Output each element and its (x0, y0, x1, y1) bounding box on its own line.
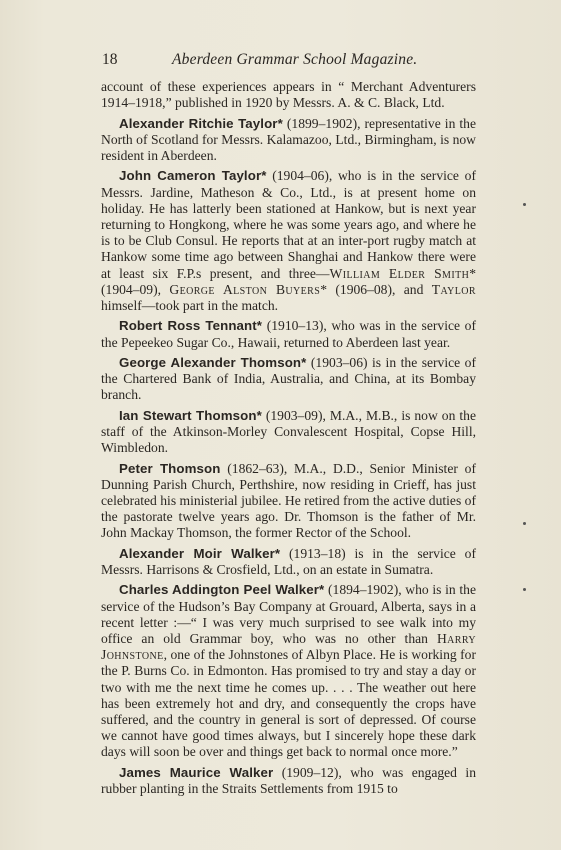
entry-robert-ross-tennant (101, 318, 476, 350)
entry-name: Charles Addington Peel Walker* (119, 582, 325, 598)
entry-name: Robert Ross Tennant* (119, 318, 263, 334)
entry-text: (1862–63), M.A., D.D., Senior Minister of Dunning Parish Church, Perthshire, now residing in Crieff, has just celebrated his ministerial jubilee. He retired from the active duties of the pastorate twelve years ago. Dr. Thomson is the father of Mr. John Mackay Thomson, the former Rector of the School. (101, 460, 476, 541)
running-title: Aberdeen Grammar School Magazine. (172, 51, 418, 68)
entry-name: John Cameron Taylor* (119, 168, 267, 184)
entry-text: (1903–06) is in the service of the Chartered Bank of India, Australia, and China, at its Bombay branch. (101, 355, 476, 403)
entry-text: (1899–1902), representative in the North of Scotland for Messrs. Kalamazoo, Ltd., Birmingham, is now resident in Aberdeen. (101, 115, 476, 163)
article-body (101, 79, 476, 801)
entry-text: , one of the Johnstones of Albyn Place. He is working for the P. Burns Co. in Edmonton. Has promised to try and stay a day or two with me the next time he comes up. . . . The weather out here has been extremely hot and dry, and consequently the crops have suffered, and the country in general is sort of depressed. Of course we cannot have good times always, but I sincerely hope these dark days will soon be over and things get back to normal once more.” (101, 647, 476, 760)
entry-text: (1909–12), who was engaged in rubber planting in the Straits Settlements from 1915 to (101, 764, 477, 797)
entry-text: * (1906–08), and (320, 281, 432, 297)
entry-name: Ian Stewart Thomson* (119, 407, 262, 423)
entry-peter-thomson (101, 461, 476, 542)
entry-text: (1913–18) is in the service of Messrs. Harrisons & Crosfield, Ltd., on an estate in Sumatra. (101, 545, 476, 577)
person-name-smallcaps: Harry Johnstone (101, 631, 476, 663)
print-speck-mark (523, 588, 526, 591)
entry-text: himself—took part in the match. (101, 298, 279, 314)
entry-george-alexander-thomson (101, 355, 476, 404)
entry-text: * (1904–09), (101, 265, 476, 297)
entry-text: (1903–09), M.A., M.B., is now on the staff of the Atkinson-Morley Convalescent Hospital, Copse Hill, Wimbledon. (101, 407, 476, 456)
person-name-smallcaps: George Alston Buyers (169, 281, 321, 297)
entry-name: Alexander Ritchie Taylor* (119, 115, 283, 131)
person-name-smallcaps: Taylor (431, 281, 476, 297)
paragraph-text: account of these experiences appears in “ Merchant Adventurers 1914–1918,” published in 1920 by Messrs. A. & C. Black, Ltd. (101, 79, 476, 111)
entry-ian-stewart-thomson (101, 408, 476, 457)
entry-charles-addington-peel-walker (101, 582, 476, 760)
person-name-smallcaps: William Elder Smith (329, 265, 470, 281)
print-speck-mark (523, 522, 526, 525)
entry-alexander-ritchie-taylor (101, 116, 476, 165)
entry-text: (1904–06), who is in the service of Messrs. Jardine, Matheson & Co., Ltd., is at present home on holiday. He has latterly been stationed at Hankow, but is next year returning to Hongkong, where he was some years ago, and where he is to be Club Consul. He reports that at an inter-port rugby match at Hankow some time ago between Shanghai and Hankow there were at least six F.P.s present, and three— (101, 168, 476, 281)
entry-john-cameron-taylor (101, 168, 476, 314)
entry-name: George Alexander Thomson* (119, 355, 307, 370)
entry-name: James Maurice Walker (119, 764, 274, 780)
print-speck-mark (523, 203, 526, 206)
entry-james-maurice-walker (101, 765, 476, 797)
page-number: 18 (102, 51, 118, 68)
entry-name: Peter Thomson (119, 460, 221, 476)
entry-name: Alexander Moir Walker* (119, 545, 281, 561)
entry-alexander-moir-walker (101, 546, 476, 578)
entry-text: (1894–1902), who is in the service of the Hudson’s Bay Company at Grouard, Alberta, says in a recent letter :—“ I was very much surprised to see walk into my office an old Grammar boy, who was no other than (101, 582, 476, 646)
entry-text: (1910–13), who was in the service of the Pepeekeo Sugar Co., Hawaii, returned to Aberdeen last year. (101, 318, 476, 350)
paragraph-continuation (101, 79, 476, 111)
